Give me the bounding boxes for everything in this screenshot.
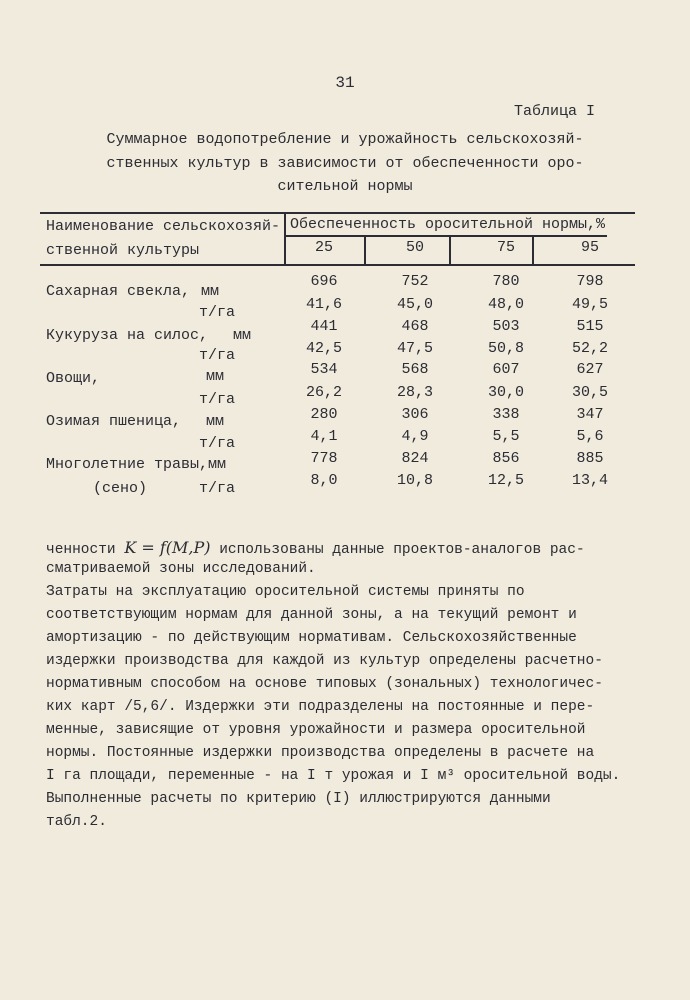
row-unit: мм — [206, 413, 225, 430]
table-cell: 338 — [492, 406, 520, 423]
table-cell: 42,5 — [305, 340, 342, 357]
header-group: Обеспеченность оросительной нормы,% — [290, 216, 606, 233]
table-divider-col2 — [449, 236, 451, 264]
table-cell: 28,3 — [396, 384, 433, 401]
paragraph-first-line — [46, 538, 585, 558]
row-label: Овощи, — [46, 370, 101, 387]
table-cell: 52,2 — [571, 340, 608, 357]
table-cell: 347 — [576, 406, 604, 423]
paragraph-line: нормы. Постоянные издержки производства определены в расчете на — [46, 745, 595, 761]
table-cell: 627 — [576, 361, 604, 378]
paragraph-line: нормативным способом на основе типовых (зональных) технологичес- — [46, 676, 603, 692]
table-cell: 30,5 — [571, 384, 608, 401]
row-label: Озимая пшеница, — [46, 413, 182, 430]
header-col-75: 75 — [496, 239, 515, 256]
row-unit: т/га — [199, 435, 236, 452]
table-caption-line-3: сительной нормы — [277, 178, 413, 195]
table-cell: 49,5 — [571, 296, 608, 313]
paragraph-line: табл.2. — [46, 814, 107, 830]
row-unit: т/га — [199, 347, 236, 364]
paragraph-line: ких карт /5,6/. Издержки эти подразделены на постоянные и пере- — [46, 699, 595, 715]
header-name-line-2: ственной культуры — [46, 242, 200, 259]
table-cell: 13,4 — [571, 472, 608, 489]
table-divider-col1 — [364, 236, 366, 264]
table-cell: 778 — [310, 450, 338, 467]
paragraph-text: ченности — [46, 542, 116, 558]
paragraph-line: сматриваемой зоны исследований. — [46, 561, 316, 577]
table-cell: 468 — [401, 318, 429, 335]
row-label: Кукуруза на силос, — [46, 327, 209, 344]
table-caption-line-2: ственных культур в зависимости от обеспеченности оро- — [106, 155, 584, 172]
row-label: Сахарная свекла, — [46, 283, 191, 300]
paragraph-line: Затраты на эксплуатацию оросительной системы приняты по — [46, 584, 525, 600]
row-unit: т/га — [199, 391, 236, 408]
header-name-line-1: Наименование сельскохозяй- — [46, 218, 281, 235]
paragraph-text: использованы данные проектов-аналогов рас- — [219, 542, 585, 558]
table-cell: 568 — [401, 361, 429, 378]
table-cell: 306 — [401, 406, 429, 423]
table-cell: 885 — [576, 450, 604, 467]
paragraph-line: Выполненные расчеты по критерию (I) иллюстрируются данными — [46, 791, 551, 807]
table-cell: 8,0 — [310, 472, 338, 489]
table-cell: 752 — [401, 273, 429, 290]
row-unit: т/га — [199, 304, 236, 321]
table-cell: 26,2 — [305, 384, 342, 401]
row-unit: т/га — [199, 480, 236, 497]
paragraph-line: издержки производства для каждой из культур определены расчетно- — [46, 653, 603, 669]
table-header-rule — [40, 264, 635, 266]
table-cell: 10,8 — [396, 472, 433, 489]
table-cell: 856 — [492, 450, 520, 467]
table-cell: 12,5 — [487, 472, 524, 489]
row-unit: мм — [201, 283, 220, 300]
table-cell: 30,0 — [487, 384, 524, 401]
table-cell: 48,0 — [487, 296, 524, 313]
row-label: (сено) — [93, 480, 148, 497]
row-unit: мм — [208, 456, 227, 473]
formula: K = f(M,P) — [124, 538, 211, 557]
paragraph-line: менные, зависящие от уровня урожайности и размера оросительной — [46, 722, 586, 738]
table-caption-line-1: Суммарное водопотребление и урожайность сельскохозяй- — [106, 131, 584, 148]
table-cell: 441 — [310, 318, 338, 335]
table-group-rule — [285, 235, 607, 237]
table-cell: 50,8 — [487, 340, 524, 357]
table-divider-name — [284, 213, 286, 264]
table-cell: 534 — [310, 361, 338, 378]
table-cell: 5,5 — [492, 428, 520, 445]
table-cell: 607 — [492, 361, 520, 378]
table-cell: 5,6 — [576, 428, 604, 445]
page-number: 31 — [335, 74, 355, 92]
table-cell: 47,5 — [396, 340, 433, 357]
table-cell: 824 — [401, 450, 429, 467]
row-unit: мм — [206, 368, 225, 385]
table-cell: 503 — [492, 318, 520, 335]
table-cell: 4,9 — [401, 428, 429, 445]
header-col-95: 95 — [580, 239, 599, 256]
paragraph-line: I га площади, переменные - на I т урожая и I м³ оросительной воды. — [46, 768, 621, 784]
table-cell: 798 — [576, 273, 604, 290]
header-col-25: 25 — [314, 239, 333, 256]
header-col-50: 50 — [405, 239, 424, 256]
paragraph-line: соответствующим нормам для данной зоны, а на текущий ремонт и — [46, 607, 577, 623]
paragraph-line: амортизацию - по действующим нормативам. Сельскохозяйственные — [46, 630, 577, 646]
row-label: Многолетние травы, — [46, 456, 209, 473]
table-cell: 4,1 — [310, 428, 338, 445]
table-top-rule — [40, 212, 635, 214]
table-cell: 515 — [576, 318, 604, 335]
table-cell: 41,6 — [305, 296, 342, 313]
table-cell: 696 — [310, 273, 338, 290]
row-unit: мм — [233, 327, 252, 344]
table-label: Таблица I — [514, 103, 596, 120]
table-cell: 280 — [310, 406, 338, 423]
table-cell: 45,0 — [396, 296, 433, 313]
table-cell: 780 — [492, 273, 520, 290]
